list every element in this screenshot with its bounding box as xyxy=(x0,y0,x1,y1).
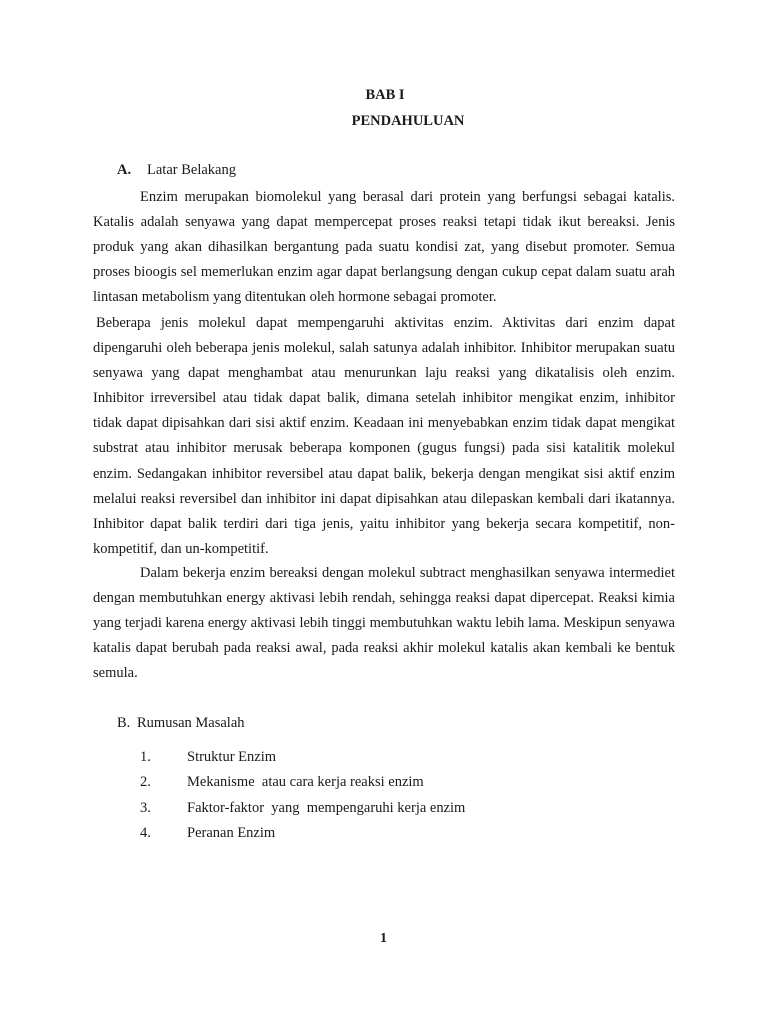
list-item-text: Peranan Enzim xyxy=(187,824,276,841)
list-item xyxy=(140,821,465,846)
list-item-number: 2. xyxy=(140,774,151,791)
section-a-heading xyxy=(117,162,236,179)
paragraph-3: Dalam bekerja enzim bereaksi dengan molekul subtract menghasilkan senyawa intermediet dengan membutuhkan energy aktivasi lebih rendah, sehingga reaksi dapat dipercepat. Reaksi kimia yang terjadi karena energy aktivasi lebih tinggi membutuhkan waktu lebih lama. Meskipun senyawa katalis dapat berubah pada reaksi awal, pada reaksi akhir molekul katalis akan kembali ke bentuk semula. xyxy=(93,565,675,682)
section-b-title: Rumusan Masalah xyxy=(137,715,245,731)
list-item-text: Mekanisme atau cara kerja reaksi enzim xyxy=(187,774,424,791)
list-item-text: Struktur Enzim xyxy=(187,749,277,765)
list-item xyxy=(140,770,465,795)
list-item-number: 3. xyxy=(140,799,151,816)
problem-list xyxy=(140,745,465,846)
section-a-letter: A. xyxy=(117,162,132,178)
paragraph-1: Enzim merupakan biomolekul yang berasal dari protein yang berfungsi sebagai katalis. Katalis adalah senyawa yang dapat mempercepat proses reaksi tetapi tidak ikut bereaksi. Jenis produk yang akan dihasilkan bergantung pada suatu kondisi zat, yang disebut promoter. Semua proses bioogis sel memerlukan enzim agar dapat berlangsung dengan cukup cepat dalam suatu arah lintasan metabolism yang ditentukan oleh hormone sebagai promoter. xyxy=(93,189,675,306)
section-b-letter: B. xyxy=(117,715,131,731)
chapter-number: BAB I xyxy=(365,87,405,103)
list-item-text: Faktor-faktor yang mempengaruhi kerja enzim xyxy=(187,799,466,816)
page-number: 1 xyxy=(380,931,387,946)
list-item xyxy=(140,796,465,821)
list-item-number: 4. xyxy=(140,824,151,841)
list-item-number: 1. xyxy=(140,749,151,765)
section-b-heading xyxy=(117,715,245,732)
section-a-title: Latar Belakang xyxy=(147,162,236,178)
chapter-title: PENDAHULUAN xyxy=(351,113,465,129)
paragraph-2: Beberapa jenis molekul dapat mempengaruhi aktivitas enzim. Aktivitas dari enzim dapat dipengaruhi oleh beberapa jenis molekul, salah satunya adalah inhibitor. Inhibitor merupakan suatu senyawa yang dapat menghambat atau menurunkan laju reaksi yang dikatalisis oleh enzim. Inhibitor irreversibel atau tidak dapat balik, dimana setelah inhibitor mengikat enzim, inhibitor tidak dapat dipisahkan dari sisi aktif enzim. Keadaan ini menyebabkan enzim tidak dapat mengikat substrat atau inhibitor merusak beberapa komponen (gugus fungsi) pada sisi katalitik molekul enzim. Sedangakan inhibitor reversibel atau dapat balik, bekerja dengan mengikat sisi aktif enzim melalui reaksi reversibel dan inhibitor ini dapat dipisahkan atau dilepaskan kembali dari ikatannya. Inhibitor dapat balik terdiri dari tiga jenis, yaitu inhibitor yang bekerja secara kompetitif, non-kompetitif, dan un-kompetitif. xyxy=(93,315,675,557)
list-item xyxy=(140,745,465,770)
